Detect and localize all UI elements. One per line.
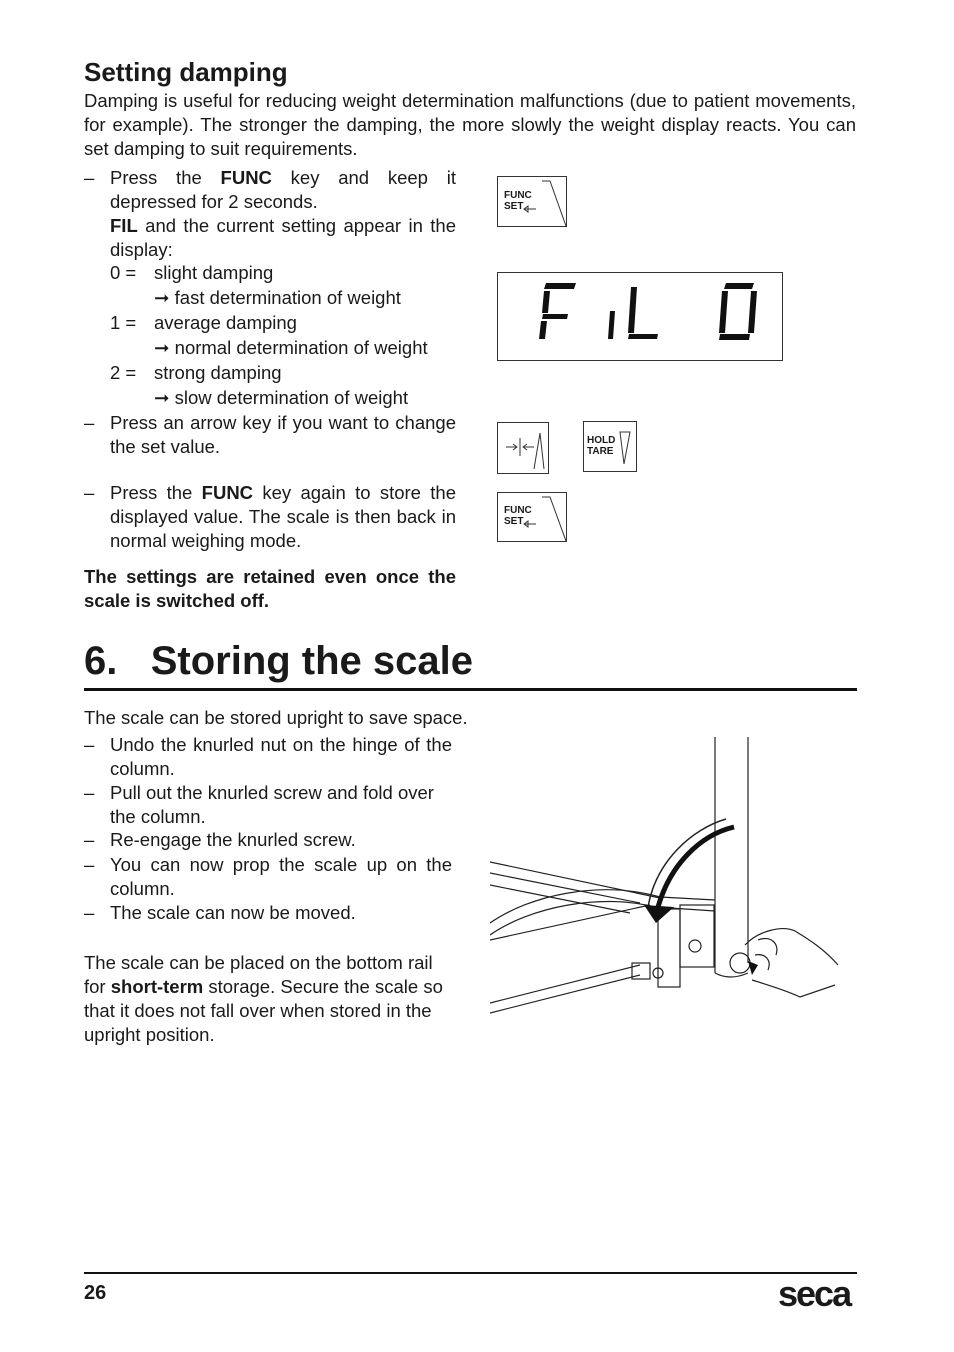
option-result: ➞ normal determination of weight — [154, 337, 428, 358]
settings-note: The settings are retained even once the scale is switched off. — [84, 566, 456, 611]
storing-step — [84, 901, 452, 925]
step-text: Press the FUNC key and keep it depressed for 2 seconds. — [110, 167, 456, 212]
storing-intro: The scale can be stored upright to save space. — [84, 707, 468, 728]
bullet-dash: – — [84, 829, 95, 850]
step-text: Press the FUNC key again to store the displayed value. The scale is then back in normal weighing mode. — [110, 482, 456, 551]
arrow-icon: ➞ — [154, 287, 170, 308]
step-text: The scale can now be moved. — [110, 902, 356, 923]
lcd-display — [497, 272, 783, 361]
page-number: 26 — [84, 1282, 107, 1304]
option-result: ➞ slow determination of weight — [154, 387, 409, 408]
chapter-heading: 6. Storing the scale — [84, 639, 474, 683]
bullet-dash: – — [84, 782, 95, 803]
option-number: 0 = — [110, 262, 137, 283]
bullet-dash: – — [84, 167, 95, 188]
arrow-key — [497, 422, 549, 474]
arrow-icon: ➞ — [154, 337, 170, 358]
fold-arrow-head — [644, 905, 674, 923]
step-text: Pull out the knurled screw and fold over the column. — [110, 782, 434, 827]
option-result: ➞ fast determination of weight — [154, 287, 401, 308]
footer-rule — [84, 1272, 857, 1274]
step-text: Press an arrow key if you want to change the set value. — [110, 412, 456, 457]
storing-step — [84, 828, 452, 852]
step-text-fil: FIL and the current setting appear in the display: — [110, 215, 456, 260]
damping-intro: Damping is useful for reducing weight determination malfunctions (due to patient movements, for example). The stronger the damping, the more slowly the weight display reacts. You can set damping to suit requirements. — [84, 90, 856, 159]
option-label: strong damping — [154, 362, 282, 383]
step-text: Undo the knurled nut on the hinge of the column. — [110, 734, 452, 779]
storing-step — [84, 781, 452, 829]
arrow-icon: ➞ — [154, 387, 170, 408]
storing-step — [84, 733, 452, 781]
step-press-arrow — [84, 411, 456, 459]
bullet-dash: – — [84, 412, 95, 433]
section-heading-damping: Setting damping — [84, 57, 288, 87]
func-key-label: FUNC SET — [504, 505, 532, 527]
lcd-segments — [498, 273, 782, 360]
storing-step — [84, 853, 452, 901]
seca-logo: seca — [778, 1273, 851, 1314]
scale-folding-illustration — [490, 735, 840, 1020]
step-text: Re-engage the knurled screw. — [110, 829, 356, 850]
rail-storage-note: The scale can be placed on the bottom rail for short-term storage. Secure the scale so that it does not fall over when stored in the upright position. — [84, 952, 443, 1045]
option-label: slight damping — [154, 262, 274, 283]
bullet-dash: – — [84, 854, 95, 875]
lcd-display-text — [498, 273, 500, 274]
option-number: 2 = — [110, 362, 137, 383]
arrow-key-icon — [498, 423, 548, 473]
hold-key-label: HOLD TARE — [587, 435, 616, 457]
option-label: average damping — [154, 312, 297, 333]
hold-tare-key — [583, 421, 637, 472]
bullet-dash: – — [84, 902, 95, 923]
step-press-func — [84, 166, 456, 262]
option-number: 1 = — [110, 312, 137, 333]
bullet-dash: – — [84, 734, 95, 755]
func-set-key — [497, 176, 567, 227]
step-text: You can now prop the scale up on the column. — [110, 854, 452, 899]
func-key-label: FUNC SET — [504, 190, 532, 212]
bullet-dash: – — [84, 482, 95, 503]
step-store — [84, 481, 456, 553]
heading-rule — [84, 688, 857, 691]
func-set-key-2 — [497, 492, 567, 542]
